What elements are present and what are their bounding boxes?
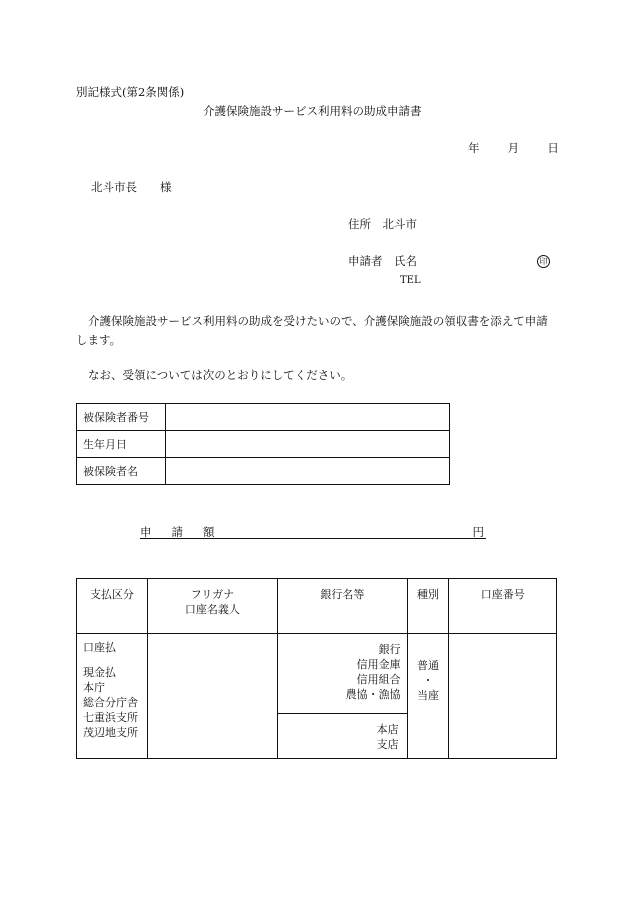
- branch-option[interactable]: 七重浜支所: [83, 711, 138, 724]
- paragraph-text: 介護保険施設サービス利用料の助成を受けたいので、介護保険施設の領収書を添えて申請します。: [76, 314, 548, 347]
- account-holder-header: [147, 579, 277, 634]
- account-holder-field[interactable]: [147, 634, 277, 759]
- bank-type-option: 農協・漁協: [345, 688, 401, 701]
- table-header-row: [77, 579, 557, 634]
- amount-unit: 円: [472, 525, 484, 539]
- addressee: 北斗市長 様: [91, 180, 172, 194]
- account-type-header: 種別: [407, 579, 449, 634]
- form-number: 別記様式(第2条関係): [76, 85, 185, 99]
- branch-type-option: 支店: [376, 737, 399, 751]
- account-number-header: 口座番号: [449, 579, 557, 634]
- account-type-ordinary: 普通: [417, 659, 440, 672]
- payment-type-header: 支払区分: [77, 579, 148, 634]
- insured-info-table: [76, 403, 450, 485]
- date-month: 月: [507, 141, 520, 155]
- payment-type-cell[interactable]: [77, 634, 148, 759]
- document-title: 介護保険施設サービス利用料の助成申請書: [203, 104, 422, 118]
- branch-option[interactable]: 茂辺地支所: [83, 726, 138, 739]
- option-transfer[interactable]: 口座払: [83, 641, 116, 654]
- table-row: [77, 634, 557, 714]
- insured-number-label: 被保険者番号: [77, 404, 166, 431]
- birthdate-field[interactable]: [166, 431, 450, 458]
- insured-number-field[interactable]: [166, 404, 450, 431]
- table-row: [77, 458, 450, 485]
- branch-name-field[interactable]: [278, 713, 407, 758]
- bank-type-option: 銀行: [378, 643, 401, 656]
- table-row: [77, 431, 450, 458]
- bank-name-field[interactable]: [278, 634, 407, 714]
- branch-option[interactable]: 本庁: [83, 681, 105, 694]
- insured-name-field[interactable]: [166, 458, 450, 485]
- date-line: [468, 142, 559, 156]
- date-year: 年: [468, 141, 480, 155]
- bank-account-table: [76, 578, 557, 759]
- application-paragraph: [76, 312, 556, 350]
- receipt-note: なお、受領については次のとおりにしてください。: [88, 368, 353, 382]
- branch-type-option: 本店: [376, 722, 399, 736]
- table-row: [77, 404, 450, 431]
- account-type-field[interactable]: [407, 634, 449, 759]
- seal-icon: 印: [537, 255, 550, 268]
- bank-type-option: 信用組合: [356, 673, 401, 686]
- furigana-label: フリガナ: [190, 588, 235, 601]
- applicant-address: 住所 北斗市: [348, 217, 417, 231]
- applicant-tel: TEL: [400, 275, 421, 286]
- applicant-name: 申請者 氏名: [348, 254, 417, 268]
- option-cash[interactable]: 現金払: [83, 666, 116, 679]
- account-number-field[interactable]: [449, 634, 557, 759]
- branch-option[interactable]: 総合分庁舎: [83, 696, 138, 709]
- account-type-separator: ・: [422, 674, 434, 687]
- amount-label: 申請額: [140, 525, 235, 539]
- account-type-current: 当座: [417, 689, 440, 702]
- bank-name-header: 銀行名等: [278, 579, 407, 634]
- bank-type-option: 信用金庫: [356, 658, 401, 671]
- birthdate-label: 生年月日: [77, 431, 166, 458]
- account-holder-label: 口座名義人: [184, 603, 240, 616]
- amount-line[interactable]: [140, 524, 486, 539]
- insured-name-label: 被保険者名: [77, 458, 166, 485]
- date-day: 日: [547, 141, 559, 155]
